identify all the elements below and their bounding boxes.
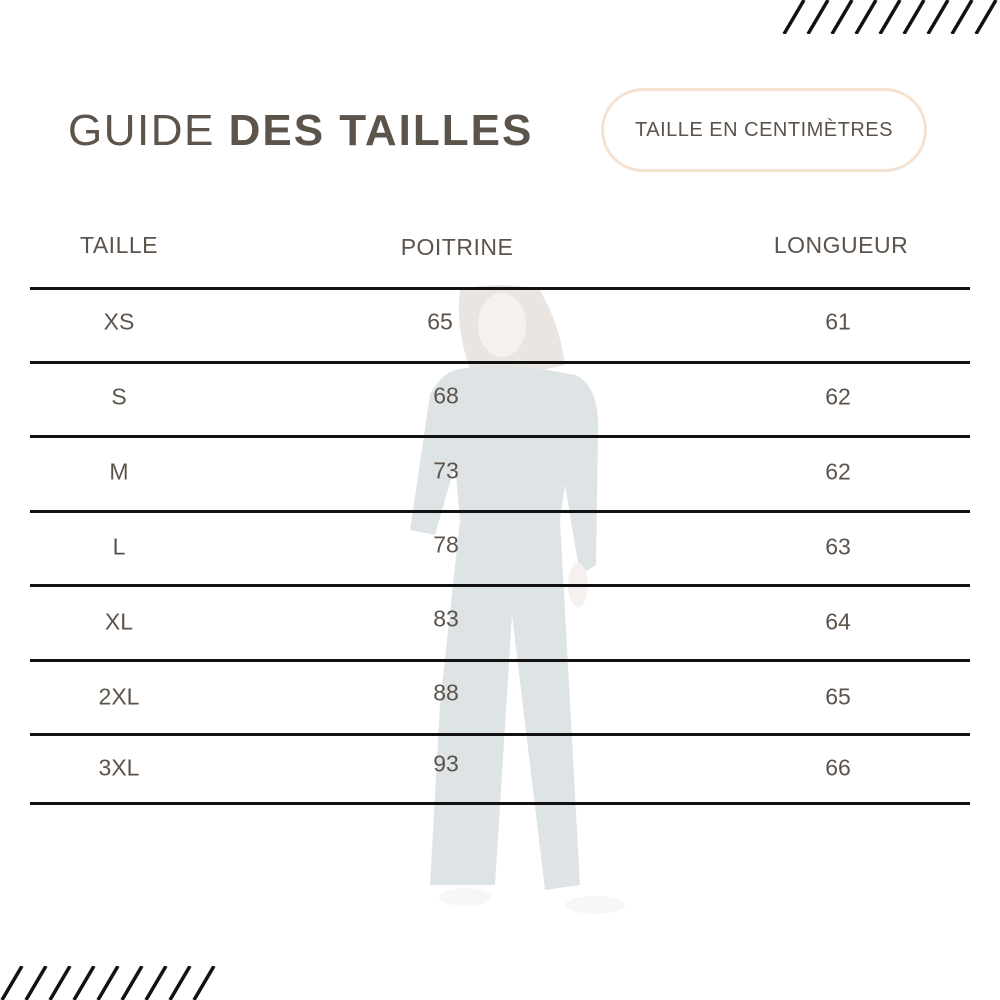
diagonal-stripes-bottom (0, 966, 220, 1000)
table-cell-chest: 73 (433, 457, 459, 484)
table-divider (30, 802, 970, 805)
table-divider (30, 361, 970, 364)
table-cell-size: 3XL (98, 754, 140, 781)
table-divider (30, 733, 970, 736)
table-cell-length: 65 (825, 683, 851, 710)
column-header-longueur: LONGUEUR (773, 232, 909, 258)
table-cell-chest: 65 (427, 308, 453, 335)
column-header-poitrine: POITRINE (400, 234, 514, 260)
table-cell-chest: 83 (433, 605, 459, 632)
table-cell-chest: 68 (433, 382, 459, 409)
table-divider (30, 659, 970, 662)
table-cell-length: 66 (825, 754, 851, 781)
table-cell-length: 64 (825, 608, 851, 635)
diagonal-stripes-top (780, 0, 1000, 34)
table-cell-chest: 88 (433, 679, 459, 706)
table-cell-size: 2XL (98, 683, 140, 710)
unit-label-badge: TAILLE EN CENTIMÈTRES (601, 88, 927, 172)
title-bold: DES TAILLES (228, 106, 534, 155)
title-light: GUIDE (68, 106, 215, 155)
table-cell-length: 61 (825, 308, 851, 335)
table-divider (30, 510, 970, 513)
table-divider (30, 287, 970, 290)
table-cell-chest: 93 (433, 750, 459, 777)
table-cell-size: XL (104, 608, 134, 635)
table-cell-size: S (111, 383, 127, 410)
table-cell-length: 63 (825, 533, 851, 560)
table-divider (30, 435, 970, 438)
table-cell-size: XS (103, 308, 135, 335)
table-divider (30, 584, 970, 587)
table-cell-size: M (109, 458, 129, 485)
column-header-taille: TAILLE (80, 232, 158, 258)
table-cell-size: L (112, 533, 126, 560)
table-cell-length: 62 (825, 383, 851, 410)
table-cell-length: 62 (825, 458, 851, 485)
page-title (68, 104, 533, 158)
table-cell-chest: 78 (433, 531, 459, 558)
